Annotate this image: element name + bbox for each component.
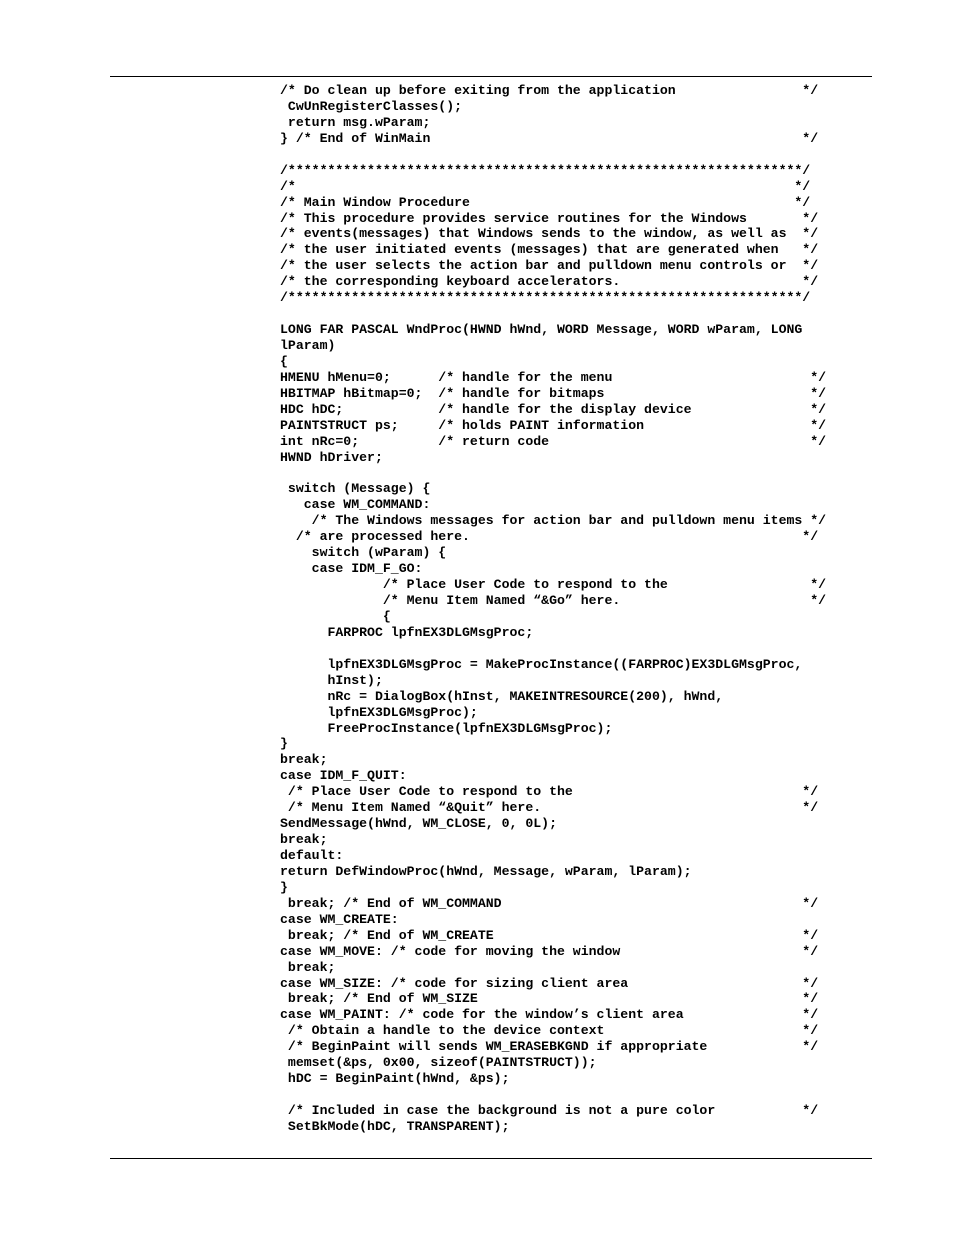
code-line: break; (280, 752, 328, 768)
code-line: /* the user initiated events (messages) that are generated when */ (280, 242, 819, 258)
code-line: /* Main Window Procedure */ (280, 194, 811, 210)
code-line: HMENU hMenu=0; /* handle for the menu */ (280, 369, 827, 385)
code-line: HDC hDC; /* handle for the display device */ (280, 401, 827, 417)
header-rule (110, 76, 872, 77)
code-line: break; /* End of WM_COMMAND */ (280, 895, 819, 911)
code-line: { (280, 608, 391, 624)
code-line (280, 1087, 880, 1103)
code-line: SendMessage(hWnd, WM_CLOSE, 0, 0L); (280, 816, 557, 832)
code-line: break; (280, 959, 336, 975)
code-line: { (280, 353, 288, 369)
code-line: } (280, 736, 288, 752)
code-line: break; /* End of WM_SIZE */ (280, 991, 819, 1007)
code-line: LONG FAR PASCAL WndProc(HWND hWnd, WORD Message, WORD wParam, LONG (280, 322, 803, 338)
code-line: case WM_MOVE: /* code for moving the window */ (280, 943, 819, 959)
code-line: /* Menu Item Named “&Go” here. */ (280, 593, 827, 608)
code-line: /* the user selects the action bar and pulldown menu controls or */ (280, 258, 819, 274)
code-line: lpfnEX3DLGMsgProc); (280, 704, 478, 720)
code-line: lParam) (280, 338, 336, 353)
code-line (280, 306, 880, 322)
code-line: CwUnRegisterClasses(); (280, 98, 463, 114)
code-line: case WM_PAINT: /* code for the window’s client area */ (280, 1007, 819, 1023)
code-line: switch (Message) { (280, 481, 431, 497)
code-line: /* Place User Code to respond to the */ (280, 577, 827, 593)
code-line: memset(&ps, 0x00, sizeof(PAINTSTRUCT)); (280, 1055, 597, 1071)
code-line: return DefWindowProc(hWnd, Message, wParam, lParam); (280, 863, 692, 879)
code-line: } /* End of WinMain */ (280, 130, 819, 146)
code-line: hInst); (280, 672, 383, 688)
code-line: /* The Windows messages for action bar and pulldown menu items */ (280, 513, 827, 529)
code-line: FARPROC lpfnEX3DLGMsgProc; (280, 624, 534, 640)
code-line: return msg.wParam; (280, 114, 431, 130)
code-line: /* Obtain a handle to the device context */ (280, 1023, 819, 1039)
code-line: case WM_COMMAND: (280, 497, 431, 513)
code-line: /*****************************************************************/ (280, 162, 811, 178)
code-line: /* BeginPaint will sends WM_ERASEBKGND if appropriate */ (280, 1039, 819, 1055)
code-line: /* Menu Item Named “&Quit” here. */ (280, 800, 819, 816)
code-line: /* Do clean up before exiting from the application */ (280, 83, 819, 98)
code-line: /* This procedure provides service routines for the Windows */ (280, 210, 819, 226)
code-line (280, 466, 880, 482)
code-line: case WM_CREATE: (280, 911, 399, 927)
code-listing (280, 83, 880, 1135)
code-line: hDC = BeginPaint(hWnd, &ps); (280, 1071, 510, 1087)
footer-rule (110, 1158, 872, 1159)
code-line: FreeProcInstance(lpfnEX3DLGMsgProc); (280, 720, 613, 736)
code-line: nRc = DialogBox(hInst, MAKEINTRESOURCE(200), hWnd, (280, 688, 724, 704)
code-line: case WM_SIZE: /* code for sizing client area */ (280, 975, 819, 991)
code-line: /* events(messages) that Windows sends to the window, as well as */ (280, 226, 819, 242)
code-line: break; /* End of WM_CREATE */ (280, 927, 819, 943)
code-line: default: (280, 848, 344, 863)
code-line: PAINTSTRUCT ps; /* holds PAINT information */ (280, 417, 827, 433)
code-line: /* the corresponding keyboard accelerators. */ (280, 274, 819, 290)
code-line: HBITMAP hBitmap=0; /* handle for bitmaps */ (280, 385, 827, 401)
code-line: /*****************************************************************/ (280, 290, 811, 306)
code-line: lpfnEX3DLGMsgProc = MakeProcInstance((FARPROC)EX3DLGMsgProc, (280, 656, 803, 672)
code-line: SetBkMode(hDC, TRANSPARENT); (280, 1118, 510, 1134)
code-line (280, 641, 880, 657)
code-line: case IDM_F_QUIT: (280, 768, 407, 784)
code-line: /* Included in case the background is not a pure color */ (280, 1103, 819, 1118)
code-line: } (280, 879, 288, 895)
code-line: switch (wParam) { (280, 545, 447, 561)
code-line: break; (280, 832, 328, 848)
code-line: case IDM_F_GO: (280, 561, 423, 577)
code-line: int nRc=0; /* return code */ (280, 433, 827, 449)
code-line: HWND hDriver; (280, 449, 383, 465)
code-line: /* are processed here. */ (280, 529, 819, 545)
code-line: /* */ (280, 178, 811, 194)
code-line: /* Place User Code to respond to the */ (280, 784, 819, 800)
code-line (280, 147, 880, 163)
